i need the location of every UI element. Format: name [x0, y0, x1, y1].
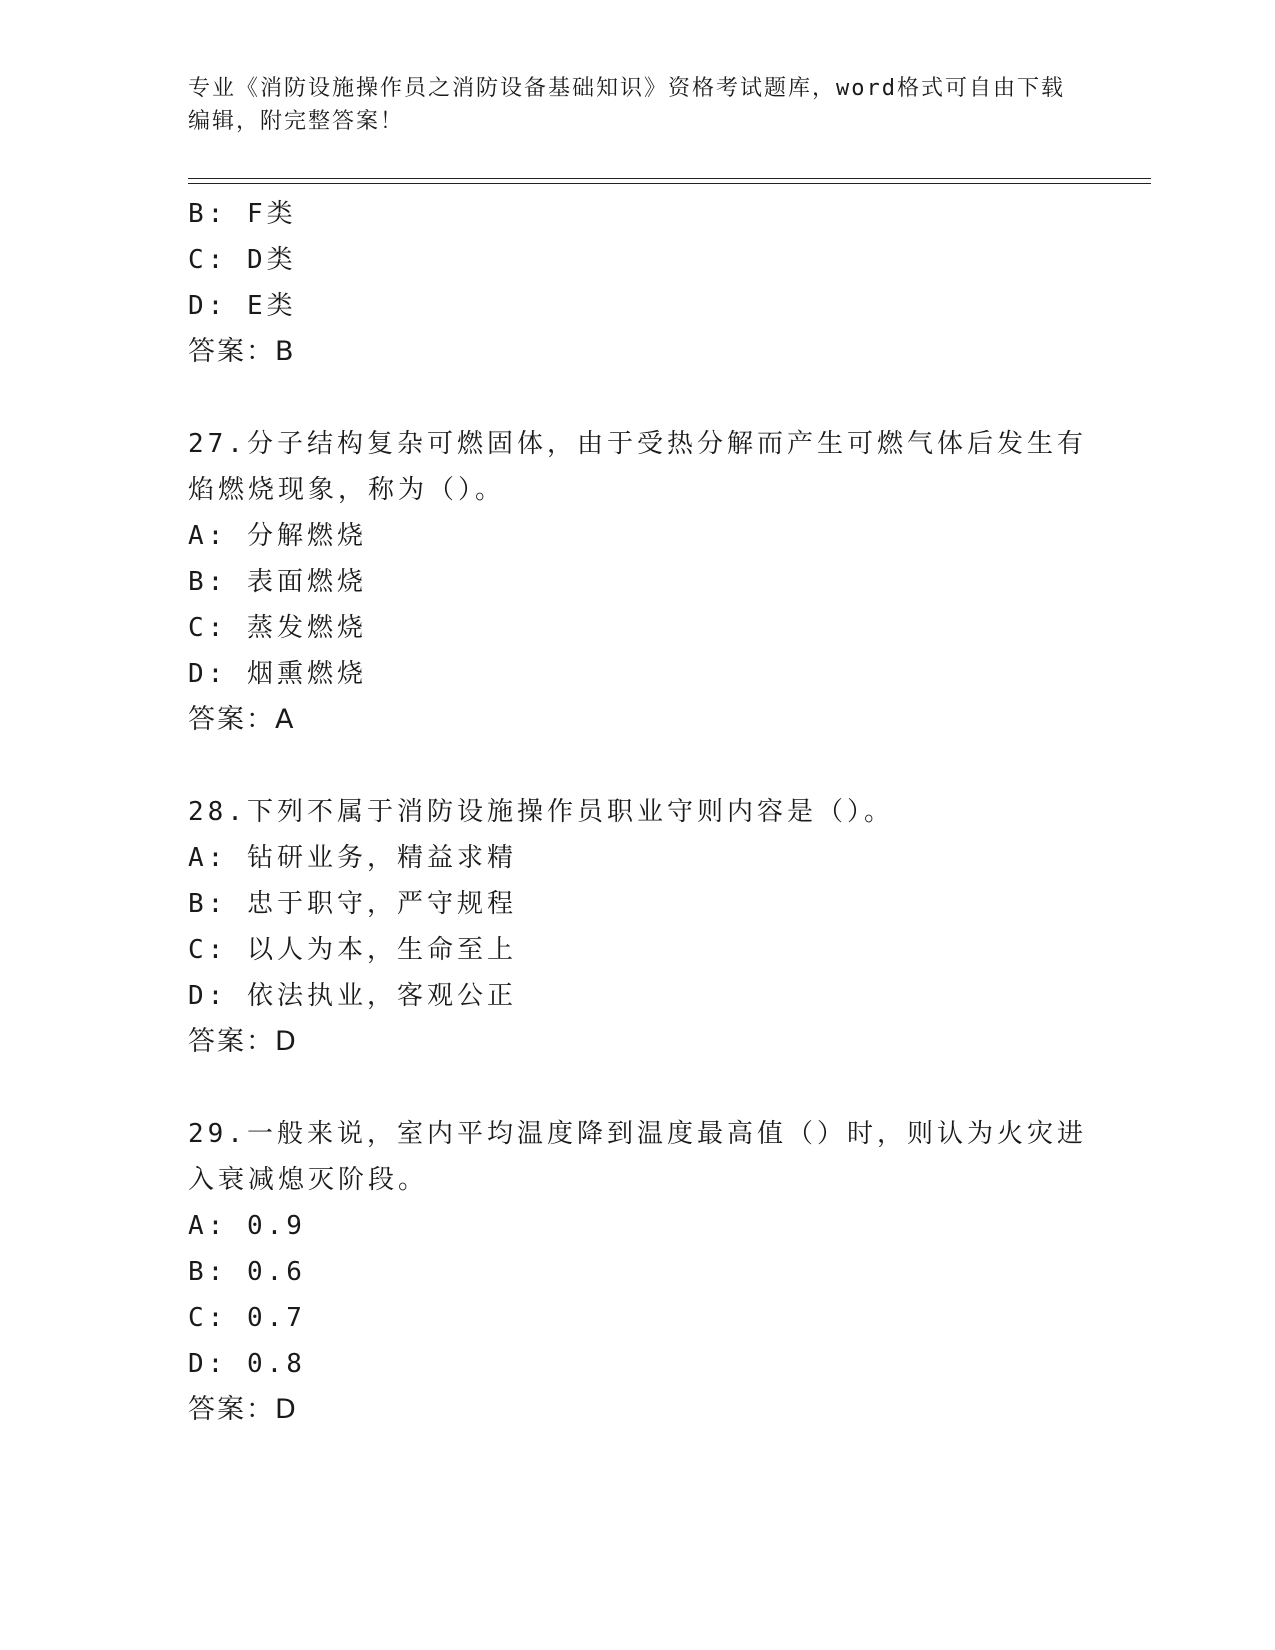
header-rule-bottom [188, 183, 1151, 184]
option-b: B: 0.6 [188, 1257, 306, 1287]
answer: 答案：B [188, 336, 296, 367]
spacer [188, 375, 1088, 421]
question-29 [188, 1111, 1088, 1433]
answer: 答案：D [188, 1026, 298, 1057]
option-a: A: 钻研业务，精益求精 [188, 843, 517, 873]
question-26-tail [188, 191, 1088, 375]
option-a: A: 0.9 [188, 1211, 306, 1241]
option-d: D: 烟熏燃烧 [188, 659, 367, 689]
question-stem: 29.一般来说，室内平均温度降到温度最高值（）时，则认为火灾进入衰减熄灭阶段。 [188, 1119, 1087, 1195]
option-a: A: 分解燃烧 [188, 521, 367, 551]
spacer [188, 1065, 1088, 1111]
question-stem: 28.下列不属于消防设施操作员职业守则内容是（）。 [188, 797, 894, 827]
question-28 [188, 789, 1088, 1065]
option-b: B: F类 [188, 199, 297, 229]
option-c: C: 蒸发燃烧 [188, 613, 367, 643]
document-header: 专业《消防设施操作员之消防设备基础知识》资格考试题库，word格式可自由下载编辑，附完整答案！ [188, 76, 1065, 134]
question-stem: 27.分子结构复杂可燃固体，由于受热分解而产生可燃气体后发生有焰燃烧现象，称为（）。 [188, 429, 1087, 505]
option-c: C: 0.7 [188, 1303, 306, 1333]
answer: 答案：A [188, 704, 296, 735]
option-c: C: D类 [188, 245, 297, 275]
spacer [188, 743, 1088, 789]
option-c: C: 以人为本，生命至上 [188, 935, 517, 965]
option-d: D: 依法执业，客观公正 [188, 981, 517, 1011]
question-list [188, 191, 1088, 1433]
option-b: B: 表面燃烧 [188, 567, 367, 597]
option-b: B: 忠于职守，严守规程 [188, 889, 517, 919]
option-d: D: E类 [188, 291, 297, 321]
answer: 答案：D [188, 1394, 298, 1425]
option-d: D: 0.8 [188, 1349, 306, 1379]
header-rule-top [188, 178, 1151, 179]
question-27 [188, 421, 1088, 743]
